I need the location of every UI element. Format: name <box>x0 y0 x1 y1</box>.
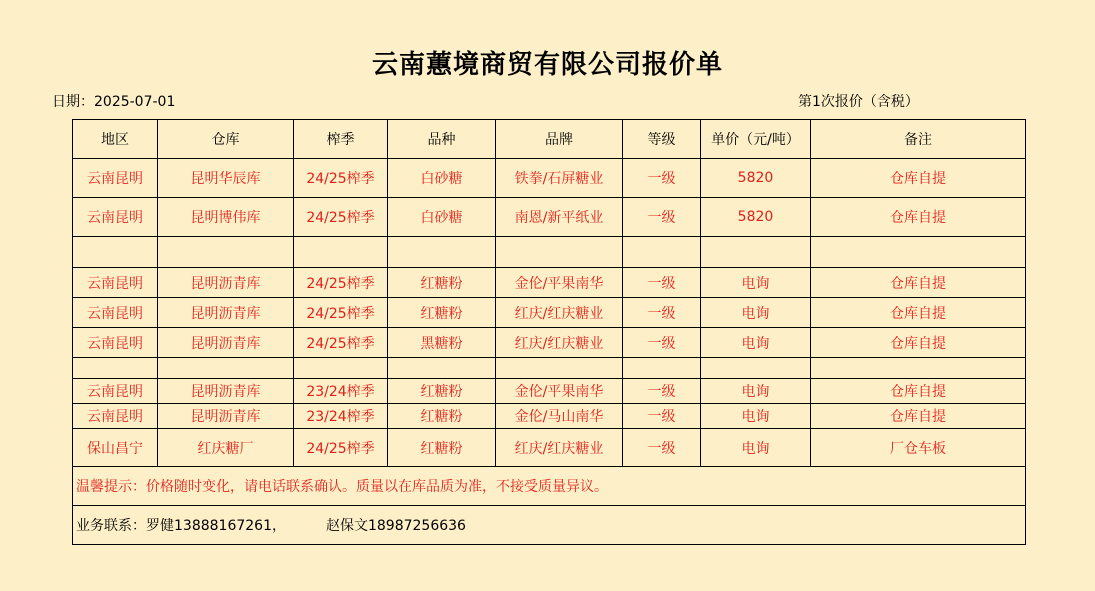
table-row <box>73 198 1026 237</box>
page-title: 云南蕙境商贸有限公司报价单 <box>371 50 723 80</box>
table-row <box>73 328 1026 358</box>
cell-season: 24/25榨季 <box>294 328 388 358</box>
cell-grade: 一级 <box>623 159 701 198</box>
cell-region: 云南昆明 <box>73 379 158 404</box>
cell-warehouse <box>158 237 294 268</box>
cell-warehouse <box>158 358 294 379</box>
table-row <box>73 379 1026 404</box>
cell-remark: 仓库自提 <box>811 328 1026 358</box>
cell-remark <box>811 358 1026 379</box>
cell-grade: 一级 <box>623 379 701 404</box>
note-row <box>73 467 1026 506</box>
cell-brand: 金伦/平果南华 <box>496 379 623 404</box>
column-header-season: 榨季 <box>294 120 388 159</box>
cell-variety: 红糖粉 <box>388 268 496 298</box>
cell-variety <box>388 358 496 379</box>
cell-price: 5820 <box>701 159 811 198</box>
cell-price: 电询 <box>701 298 811 328</box>
cell-remark: 仓库自提 <box>811 404 1026 429</box>
cell-variety: 白砂糖 <box>388 198 496 237</box>
column-header-variety: 品种 <box>388 120 496 159</box>
cell-remark <box>811 237 1026 268</box>
cell-remark: 仓库自提 <box>811 198 1026 237</box>
table-row <box>73 268 1026 298</box>
cell-brand: 南恩/新平纸业 <box>496 198 623 237</box>
cell-season: 24/25榨季 <box>294 298 388 328</box>
table-row-empty <box>73 237 1026 268</box>
table-header-row <box>73 120 1026 159</box>
cell-grade: 一级 <box>623 429 701 467</box>
cell-variety: 红糖粉 <box>388 404 496 429</box>
cell-season: 24/25榨季 <box>294 268 388 298</box>
cell-price: 5820 <box>701 198 811 237</box>
cell-price <box>701 237 811 268</box>
contact-row <box>73 506 1026 545</box>
cell-grade: 一级 <box>623 328 701 358</box>
cell-brand: 金伦/马山南华 <box>496 404 623 429</box>
cell-region <box>73 358 158 379</box>
cell-brand <box>496 237 623 268</box>
cell-remark: 仓库自提 <box>811 268 1026 298</box>
cell-brand <box>496 358 623 379</box>
price-table <box>72 119 1026 545</box>
cell-price: 电询 <box>701 429 811 467</box>
cell-variety: 黑糖粉 <box>388 328 496 358</box>
cell-grade <box>623 358 701 379</box>
column-header-warehouse: 仓库 <box>158 120 294 159</box>
cell-season: 24/25榨季 <box>294 159 388 198</box>
cell-variety: 白砂糖 <box>388 159 496 198</box>
contact-cell <box>73 506 1026 545</box>
quote-round: 第1次报价（含税） <box>798 94 919 110</box>
cell-warehouse: 昆明沥青库 <box>158 328 294 358</box>
cell-warehouse: 昆明沥青库 <box>158 298 294 328</box>
cell-price: 电询 <box>701 404 811 429</box>
column-header-brand: 品牌 <box>496 120 623 159</box>
cell-warehouse: 昆明沥青库 <box>158 379 294 404</box>
cell-price: 电询 <box>701 268 811 298</box>
cell-remark: 仓库自提 <box>811 379 1026 404</box>
cell-warehouse: 昆明沥青库 <box>158 268 294 298</box>
column-header-grade: 等级 <box>623 120 701 159</box>
cell-variety <box>388 237 496 268</box>
cell-brand: 红庆/红庆糖业 <box>496 328 623 358</box>
cell-brand: 金伦/平果南华 <box>496 268 623 298</box>
cell-grade: 一级 <box>623 198 701 237</box>
cell-region: 云南昆明 <box>73 159 158 198</box>
cell-variety: 红糖粉 <box>388 298 496 328</box>
price-note: 温馨提示：价格随时变化，请电话联系确认。质量以在库品质为准，不接受质量异议。 <box>73 467 1026 506</box>
cell-grade <box>623 237 701 268</box>
contact-secondary: 赵保文18987256636 <box>325 518 466 534</box>
quote-date: 日期：2025-07-01 <box>52 94 176 110</box>
cell-price: 电询 <box>701 379 811 404</box>
cell-region: 保山昌宁 <box>73 429 158 467</box>
cell-region <box>73 237 158 268</box>
cell-grade: 一级 <box>623 298 701 328</box>
cell-region: 云南昆明 <box>73 404 158 429</box>
contact-primary: 业务联系：罗健13888167261， <box>76 518 286 534</box>
table-row <box>73 429 1026 467</box>
cell-warehouse: 昆明沥青库 <box>158 404 294 429</box>
table-row <box>73 404 1026 429</box>
cell-variety: 红糖粉 <box>388 379 496 404</box>
cell-region: 云南昆明 <box>73 268 158 298</box>
cell-season: 23/24榨季 <box>294 379 388 404</box>
cell-remark: 厂仓车板 <box>811 429 1026 467</box>
column-header-region: 地区 <box>73 120 158 159</box>
column-header-price: 单价（元/吨） <box>701 120 811 159</box>
table-row <box>73 298 1026 328</box>
cell-price <box>701 358 811 379</box>
cell-variety: 红糖粉 <box>388 429 496 467</box>
cell-season <box>294 237 388 268</box>
cell-region: 云南昆明 <box>73 328 158 358</box>
cell-season: 24/25榨季 <box>294 429 388 467</box>
cell-brand: 红庆/红庆糖业 <box>496 429 623 467</box>
cell-price: 电询 <box>701 328 811 358</box>
cell-season: 23/24榨季 <box>294 404 388 429</box>
cell-warehouse: 昆明博伟库 <box>158 198 294 237</box>
cell-brand: 铁拳/石屏糖业 <box>496 159 623 198</box>
cell-grade: 一级 <box>623 268 701 298</box>
table-row <box>73 159 1026 198</box>
column-header-remark: 备注 <box>811 120 1026 159</box>
cell-season: 24/25榨季 <box>294 198 388 237</box>
cell-grade: 一级 <box>623 404 701 429</box>
cell-region: 云南昆明 <box>73 298 158 328</box>
table-row-empty <box>73 358 1026 379</box>
cell-remark: 仓库自提 <box>811 159 1026 198</box>
cell-warehouse: 昆明华辰库 <box>158 159 294 198</box>
cell-region: 云南昆明 <box>73 198 158 237</box>
cell-season <box>294 358 388 379</box>
cell-brand: 红庆/红庆糖业 <box>496 298 623 328</box>
cell-remark: 仓库自提 <box>811 298 1026 328</box>
cell-warehouse: 红庆糖厂 <box>158 429 294 467</box>
